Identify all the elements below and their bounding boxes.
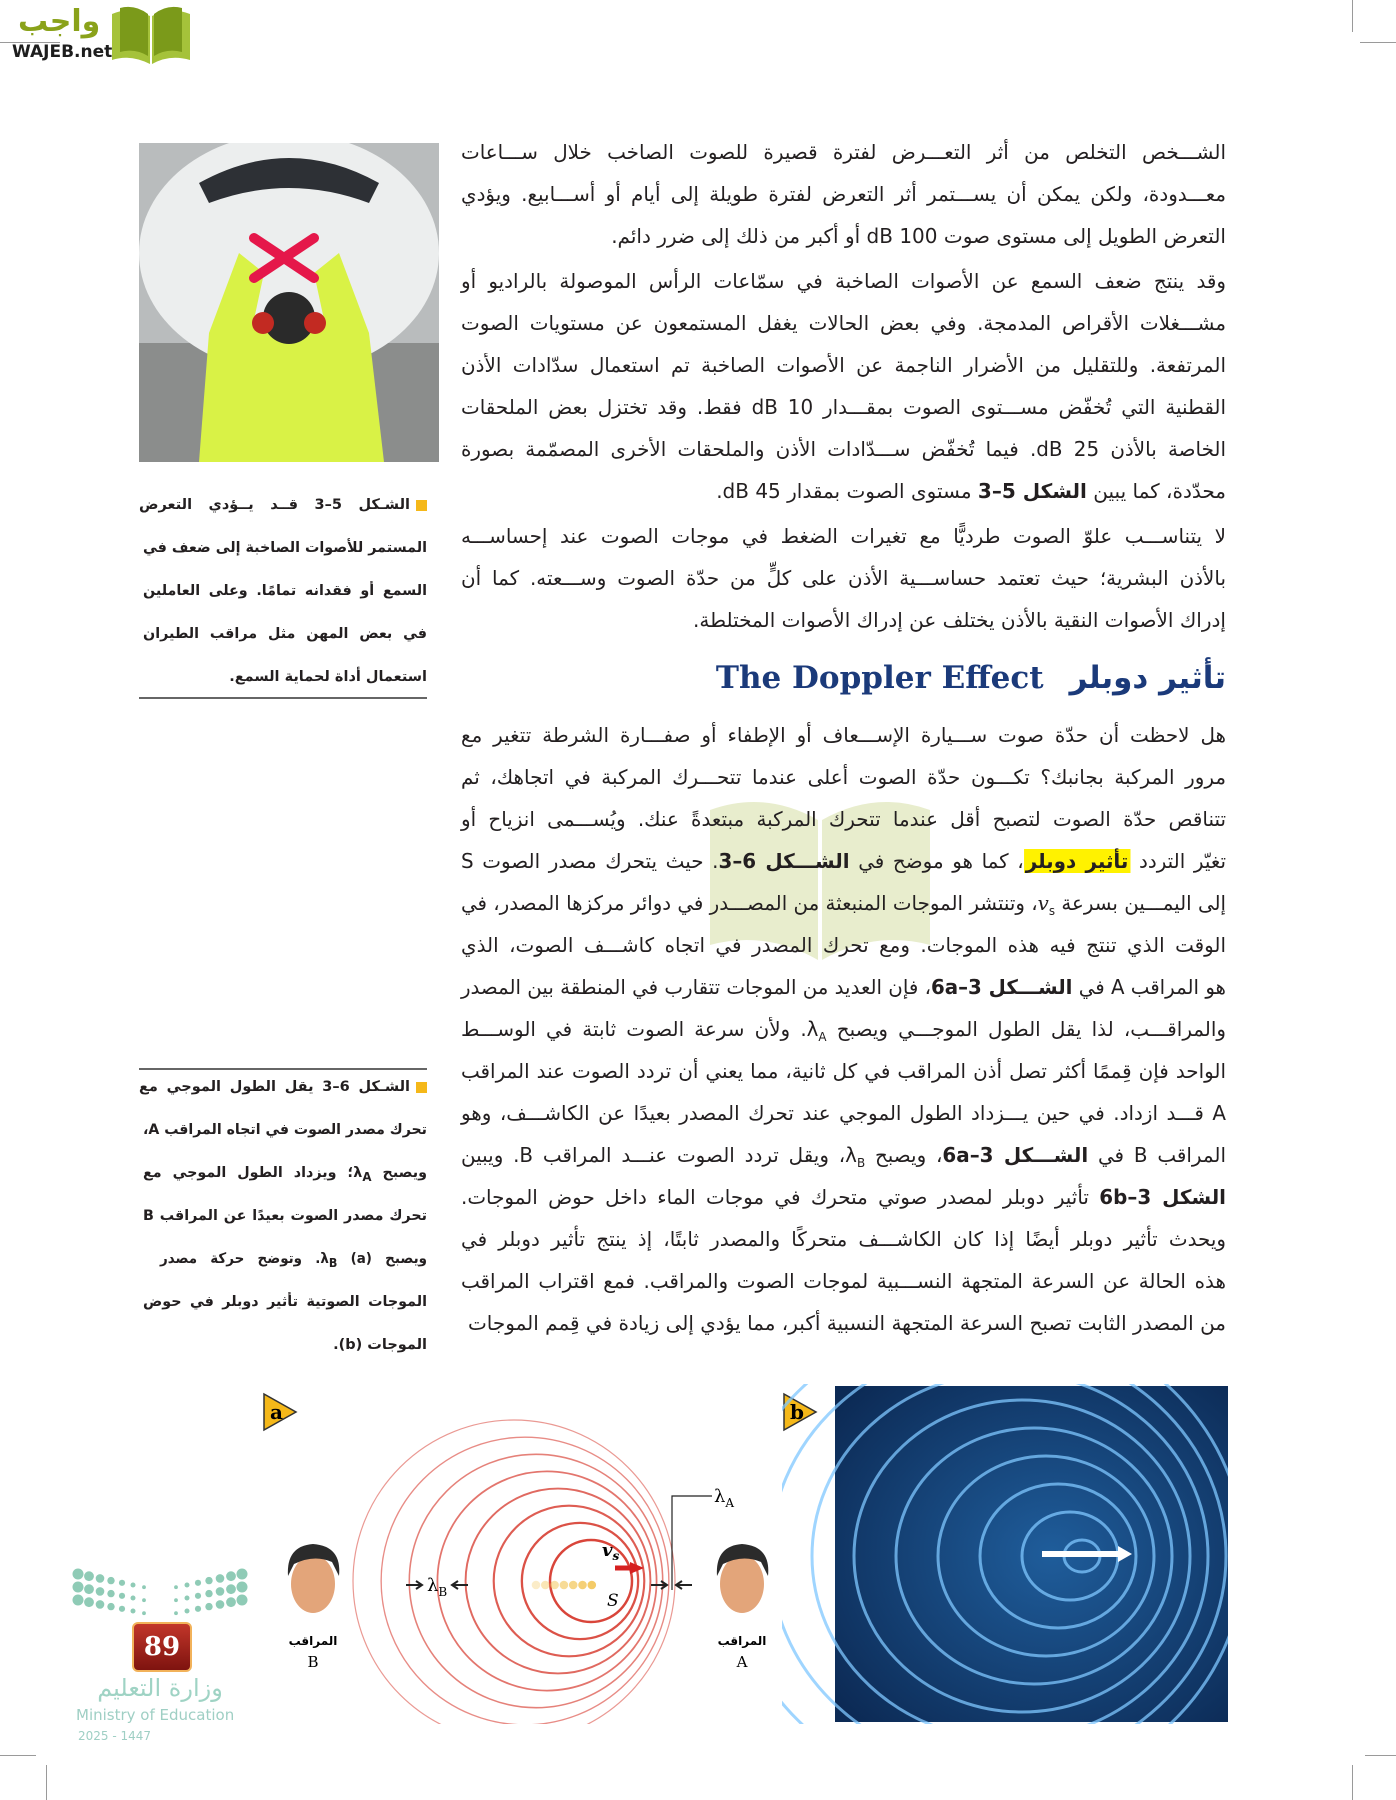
ministry-dot [142,1585,146,1589]
text-line [461,1134,1226,1176]
ministry-dot [84,1571,94,1581]
logo-arabic: واجب [18,4,101,39]
segment-text: مرور المركبة بجانبك؟ تكـــون حدّة الصوت أعلى عندما تتحـــرك المركبة في اتجاهك، ثم [460,765,1226,789]
wave-front [353,1420,675,1724]
crop-mark [1352,0,1353,32]
text-segment [143,1208,427,1224]
bold-term [942,1143,1088,1167]
wave-fronts [353,1420,675,1724]
ministry-dot [195,1593,201,1599]
ministry-dot [205,1577,212,1584]
segment-text: تغيّر التردد [1130,849,1226,873]
ministry-dot [73,1595,84,1606]
segment-text: المرتفعة. وللتقليل من الأضرار الناجمة عن الأصوات الصاخبة تم استعمال سدّادات الأذن [460,353,1226,377]
wave-front [437,1471,656,1690]
segment-text: الموجات (b). [333,1337,427,1353]
segment-text: وقد ينتج ضعف السمع عن الأصوات الصاخبة في سمّاعات الرأس الموصولة بالراديو أو [460,269,1226,293]
ministry-english: Ministry of Education [76,1706,235,1724]
text-segment [320,1251,338,1270]
segment-text: تحرك مصدر الصوت بعيدًا عن المراقب B [143,1208,428,1224]
text-segment [461,524,1226,548]
text-segment [1130,849,1226,873]
segment-text: المراقب B في [1088,1143,1226,1167]
segment-text: الشكل 6b–3 [1099,1185,1226,1209]
ministry-dot [107,1603,114,1610]
velocity-label: $v_s$ [602,1540,620,1563]
body-paragraph [457,260,1226,512]
bold-term [931,975,1072,999]
text-line [139,1066,427,1109]
text-line [461,173,1226,215]
text-segment [865,1143,942,1167]
ministry-dots-icon [70,1566,250,1622]
source-position-dot [578,1581,587,1590]
text-line [143,570,427,613]
segment-text: تتناقص حدّة الصوت لتصبح أقل عندما تتحرك المركبة مبتعدةً عنك. ويُســـمى انزياح أو [460,807,1226,831]
text-segment [160,1251,372,1267]
wave-front [494,1506,645,1657]
source-position-dot [550,1581,559,1590]
segment-text: ، ويصبح [865,1143,943,1167]
text-segment [461,182,1226,206]
ministry-dot [216,1600,225,1609]
ministry-dot [131,1583,136,1588]
text-line [457,215,1226,257]
figure-5-3-caption [139,484,427,699]
section-heading [716,660,1226,696]
text-segment [461,1017,807,1041]
book-icon [110,4,192,66]
text-segment [1055,891,1226,915]
observer-b-letter: B [307,1653,319,1671]
text-line [461,1050,1226,1092]
segment-text: λ [353,1165,363,1181]
text-segment [461,975,931,999]
segment-text: λ [320,1251,329,1267]
segment-text: الشـــخص التخلص من أثر التعـــرض لفترة قصيرة للصوت الصاخب خلال ســـاعات [460,140,1226,164]
segment-text: المستمر للأصوات الصاخبة إلى ضعف في [143,540,427,556]
crop-mark [1365,1755,1396,1756]
ministry-dot [96,1600,105,1609]
source-label: S [607,1591,619,1611]
text-segment [333,1337,427,1353]
subscript: B [856,1156,866,1170]
ministry-dot [174,1585,178,1589]
ministry-dot [216,1587,225,1596]
segment-text: ويصبح [371,1251,427,1267]
segment-text: ؛ ويزداد الطول الموجي مع [143,1165,354,1181]
text-segment [611,224,1226,248]
text-segment [461,1185,1099,1209]
segment-text: هذه الحالة عن السرعة المتجهة النســـبية لموجات الصوت والمراقب. فمع اقتراب المراقب [460,1269,1226,1293]
text-line [461,260,1226,302]
ministry-dot [205,1603,212,1610]
text-line [143,1281,427,1324]
text-line [461,924,1226,966]
ministry-dot [205,1590,212,1597]
bold-term [718,849,849,873]
label-a: a [270,1400,283,1424]
lambda-a-label: $\lambda_A$ [714,1486,735,1510]
ministry-dot [185,1583,190,1588]
ministry-dot [237,1582,248,1593]
ministry-dot [73,1569,84,1580]
text-segment [693,608,1226,632]
segment-text: ، فإن العديد من الموجات تتقارب في المنطقة بين المصدر [460,975,932,999]
source-position-dot [560,1581,569,1590]
ministry-dot [131,1596,136,1601]
ministry-dot [195,1580,201,1586]
text-line [457,1302,1226,1344]
segment-text: هو المراقب A في [1072,975,1226,999]
text-line [143,613,427,656]
segment-text: بالأذن البشرية؛ حيث تعتمد حساســـية الأذن على كلٍّ من حدّة الصوت وســـعته. كما أن [460,566,1226,590]
marshaller-photo [139,143,439,462]
segment-text: ويحدث تأثير دوبلر أيضًا إذا كان الكاشـــف متحركًا والمصدر ثابتًا، إذ ينتج تأثير دوبلر في [460,1227,1226,1251]
ministry-dot [142,1598,146,1602]
text-line [461,557,1226,599]
observer-b-face [288,1544,339,1613]
ministry-dot [84,1584,94,1594]
segment-text: ، وتنتشر الموجات المنبعثة من المصـــدر في دوائر مركزها المصدر، في [461,891,1038,915]
text-segment [461,311,1226,335]
ministry-logo [70,1566,250,1756]
ministry-dot [73,1582,84,1593]
body-paragraph [457,515,1226,641]
subscript: s [1048,904,1056,918]
segment-text: الشـــكل 6–3 [718,849,850,873]
text-segment [461,1143,845,1167]
segment-text: معـــدودة، ولكن يمكن أن يســـتمر أثر التعرض لفترة طويلة إلى أيام أو أســـابيع. ويؤدي [460,182,1226,206]
text-line [457,599,1226,641]
text-segment [716,479,978,503]
text-segment [461,269,1226,293]
observer-a-face [717,1544,768,1613]
ministry-dot [142,1611,146,1615]
wave-front [381,1437,669,1724]
observer-a-label: المراقب [717,1634,767,1648]
ministry-dot [174,1611,178,1615]
segment-text: إلى اليمـــين بسرعة [1055,891,1226,915]
crop-mark [46,1765,47,1800]
subscript: B [328,1255,338,1270]
bold-term [315,497,410,513]
text-segment [143,626,427,642]
ministry-dot [174,1598,178,1602]
text-segment [461,353,1226,377]
segment-text: A قـــد ازداد. في حين يـــزداد الطول الموجي عند تحرك المصدر بعيدًا عن الكاشـــف، وهو [460,1101,1226,1125]
text-segment [143,540,427,556]
text-segment [461,1101,1226,1125]
segment-text: استعمال أداة لحماية السمع. [229,669,427,685]
segment-text: الوقت الذي تنتج فيه هذه الموجات. ومع تحرك المصدر في اتجاه كاشـــف الصوت، الذي [460,933,1226,957]
text-segment [143,1165,353,1181]
ripple-tank-photo [782,1384,1228,1724]
ministry-dot [131,1609,136,1614]
segment-text: إدراك الأصوات النقية بالأذن يختلف عن إدراك الأصوات المختلطة. [693,608,1226,632]
crop-mark [0,1755,36,1756]
ministry-dot [216,1574,225,1583]
text-segment [461,437,1226,461]
text-segment [850,849,1024,873]
text-segment [827,1017,1226,1041]
segment-text: (a). وتوضح حركة مصدر [159,1251,372,1267]
label-a-marker [264,1394,296,1430]
page-number: 89 [132,1622,192,1672]
text-line [461,428,1226,470]
text-line [461,131,1226,173]
text-line [461,756,1226,798]
text-segment [806,1017,827,1044]
label-b: b [790,1400,804,1424]
text-segment [139,497,315,513]
segment-text: الواحد فإن قِممًا أكثر تصل أذن المراقب في كل ثانية، مما يعني أن تردد الصوت عند المراقب [460,1059,1226,1083]
text-segment [845,1143,866,1170]
segment-text: تحرك مصدر الصوت في اتجاه المراقب A، [143,1122,427,1138]
text-segment [461,891,1038,915]
text-line [457,470,1226,512]
text-line [160,1238,427,1281]
segment-text: تأثير دوبلر [1025,849,1129,873]
arrow-right-icon [406,1581,422,1589]
text-line [139,1324,427,1367]
text-line [143,1195,427,1238]
text-segment [461,723,1226,747]
segment-text: محدّدة، كما يبين [1086,479,1226,503]
body-paragraph [457,714,1226,1344]
source-dots [532,1581,596,1590]
text-line [143,527,427,570]
text-segment [143,583,427,599]
segment-text: يقل الطول الموجي مع [139,1079,323,1095]
observer-b-label: المراقب [288,1634,338,1648]
segment-text: الشكل 5–3 [977,479,1087,503]
text-segment [353,1165,372,1184]
segment-text: والمراقـــب، لذا يقل الطول الموجـــي ويصبح [826,1017,1226,1041]
observer-a-letter: A [736,1653,748,1671]
caption-bullet-icon [416,1082,427,1093]
ministry-dot [96,1587,105,1596]
segment-text: لا يتناســـب علوّ الصوت طرديًّا مع تغيرات الضغط في موجات الصوت عند إحساســـه [460,524,1226,548]
ministry-dot [226,1571,236,1581]
text-segment [461,1059,1226,1083]
source-position-dot [532,1581,541,1590]
text-segment [143,1294,427,1310]
lambda-a-leader [672,1496,712,1590]
ministry-dot [185,1609,190,1614]
text-line [143,1109,427,1152]
segment-text: ، ويقل تردد الصوت عنـــد المراقب B. ويبين [460,1143,846,1167]
segment-text: القطنية التي تُخفّض مســـتوى الصوت بمقـــدار 10 dB فقط. وقد تختزل بعض الملحقات [460,395,1226,419]
text-line [461,1176,1226,1218]
text-segment [229,669,427,685]
ministry-dot [107,1577,114,1584]
text-line [461,1260,1226,1302]
text-segment [461,395,1226,419]
text-line [461,386,1226,428]
text-line [461,714,1226,756]
text-line [461,302,1226,344]
caption-bullet-icon [416,500,427,511]
text-segment [461,849,718,873]
text-segment [1072,975,1226,999]
ministry-dot [195,1606,201,1612]
segment-text: الشـكل 5–3 [314,497,410,513]
segment-text: . ولأن سرعة الصوت ثابتة في الوســـط [460,1017,807,1041]
text-line [461,515,1226,557]
heading-english: The Doppler Effect [715,660,1044,696]
segment-text: ، كما هو موضح في [849,849,1024,873]
text-line [460,966,1226,1008]
ministry-dot [237,1595,248,1606]
highlighted-term [1024,849,1131,873]
text-segment [1087,479,1226,503]
text-segment [143,1122,427,1138]
heading-arabic: تأثير دوبلر [1069,660,1226,696]
segment-text: من المصدر الثابت تصبح السرعة المتجهة النسبية أكبر، مما يؤدي إلى زيادة في قِمم الموجات [467,1311,1226,1335]
segment-text: الخاصة بالأذن 25 dB. فيما تُخفّض ســـدّادات الأذن والملحقات الأخرى المصمّمة بصورة [460,437,1227,461]
bold-term [978,479,1087,503]
text-line [461,344,1226,386]
arrow-left-icon [676,1581,692,1589]
ministry-dot [185,1596,190,1601]
logo-latin: WAJEB.net [12,42,113,62]
ministry-dot [237,1569,248,1580]
text-segment [461,933,1226,957]
text-line [461,1092,1226,1134]
bold-term [322,1079,410,1095]
text-segment [139,1079,322,1095]
text-line [461,1218,1226,1260]
text-segment [1088,1143,1226,1167]
text-line [461,882,1226,924]
ministry-dot [119,1606,125,1612]
ministry-dot [226,1584,236,1594]
ministry-dot [84,1597,94,1607]
text-line [143,1152,427,1195]
segment-text: . حيث يتحرك مصدر الصوت S [460,849,719,873]
segment-text: الموجات الصوتية تأثير دوبلر في حوض [143,1294,427,1310]
text-line [461,840,1226,882]
text-segment [461,1269,1226,1293]
text-segment [372,1251,427,1267]
text-line [461,1008,1226,1050]
text-segment [461,807,1226,831]
segment-text: الشـكل 6–3 [322,1079,410,1095]
text-segment [372,1165,427,1181]
ministry-dot [119,1593,125,1599]
ministry-dot [107,1590,114,1597]
text-segment [461,566,1226,590]
source-position-dot [541,1581,550,1590]
body-paragraph [457,131,1226,257]
ministry-arabic: وزارة التعليم [97,1674,223,1702]
text-segment [1037,891,1056,918]
doppler-diagram [262,1384,807,1724]
segment-text: قــد يــؤدي التعرض [139,497,315,513]
text-segment [461,765,1226,789]
year-label: 2025 - 1447 [78,1729,152,1743]
segment-text: في بعض المهن مثل مراقب الطيران [143,626,427,642]
crop-mark [1360,42,1396,43]
crop-mark [1352,1765,1353,1800]
text-line [461,798,1226,840]
ministry-dot [226,1597,236,1607]
caption-divider [139,697,427,699]
subscript: A [362,1169,372,1184]
segment-text: مستوى الصوت بمقدار 45 dB. [716,479,978,503]
ministry-dot [96,1574,105,1583]
segment-text: التعرض الطويل إلى مستوى صوت 100 dB أو أكبر من ذلك إلى ضرر دائم. [611,224,1226,248]
segment-text: λ [845,1143,857,1167]
segment-text: الشـــكل 6a–3 [942,1143,1089,1167]
source-position-dot [588,1581,597,1590]
segment-text: v [1037,891,1049,915]
figure-6-3-caption [139,1066,427,1367]
segment-text: الشـــكل 6a–3 [931,975,1073,999]
text-line [139,656,427,699]
text-line [139,484,427,527]
text-segment [461,140,1226,164]
source-position-dot [569,1581,578,1590]
text-segment [468,1311,1226,1335]
segment-text: λ [806,1017,819,1041]
segment-text: ويصبح [371,1165,427,1181]
lambda-b-label: $\lambda_B$ [427,1575,448,1599]
segment-text: السمع أو فقدانه تمامًا. وعلى العاملين [143,583,427,599]
ministry-dot [119,1580,125,1586]
text-segment [461,1227,1226,1251]
segment-text: هل لاحظت أن حدّة صوت ســـيارة الإســـعاف أو الإطفاء أو صفـــارة الشرطة تتغير مع [460,723,1226,747]
wajeb-logo [10,2,190,68]
bold-term [1099,1185,1226,1209]
segment-text: تأثير دوبلر لمصدر صوتي متحرك في موجات الماء داخل حوض الموجات. [460,1185,1100,1209]
subscript: A [818,1030,827,1044]
segment-text: مشـــغلات الأقراص المدمجة. وفي بعض الحالات يغفل المستمعون عن مستويات الصوت [460,311,1226,335]
arrow-right-icon [651,1581,667,1589]
